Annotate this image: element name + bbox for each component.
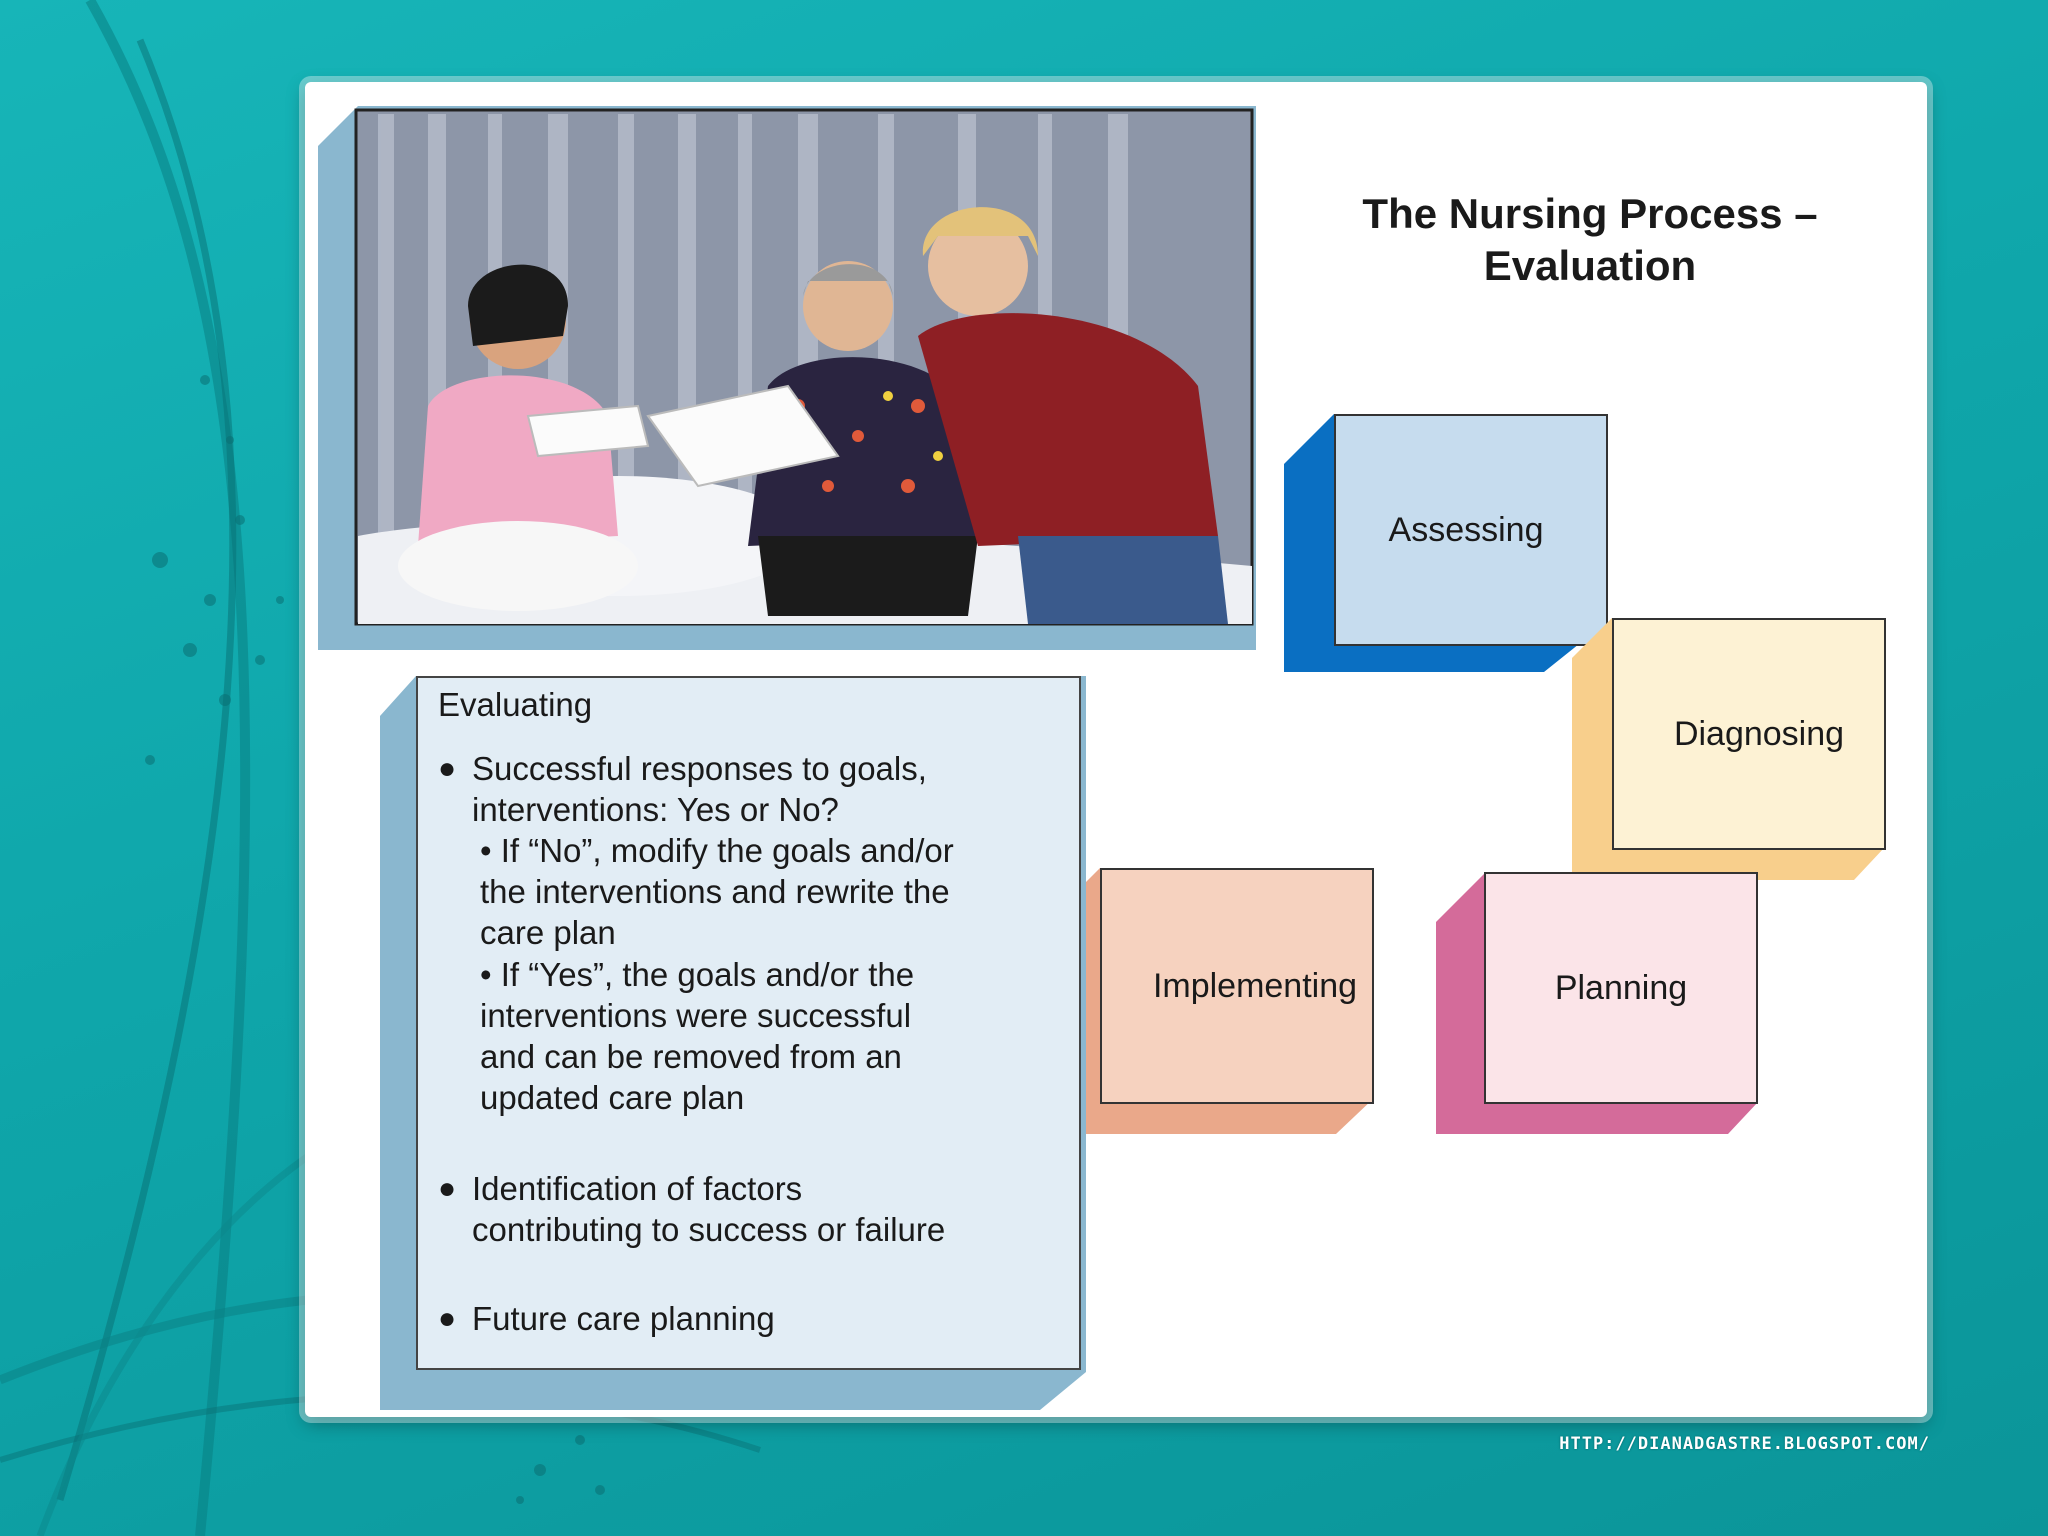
subpoint-line: interventions were successful bbox=[480, 997, 912, 1034]
subpoint-line: updated care plan bbox=[480, 1079, 745, 1116]
bullet-successful-responses bbox=[438, 748, 927, 830]
bullet-line: interventions: Yes or No? bbox=[472, 791, 839, 828]
subpoint-if-yes bbox=[480, 954, 914, 1118]
evaluating-heading: Evaluating bbox=[438, 686, 593, 723]
bullet-dot-icon: ● bbox=[438, 1302, 457, 1335]
bullet-dot-icon: ● bbox=[438, 1172, 457, 1205]
subpoint-line: and can be removed from an bbox=[480, 1038, 902, 1075]
step-implementing bbox=[1100, 868, 1374, 1104]
subpoint-line: care plan bbox=[480, 914, 616, 951]
subpoint-if-no bbox=[480, 830, 954, 953]
bullet-future-care bbox=[438, 1298, 775, 1339]
step-implementing-label: Implementing bbox=[1152, 966, 1358, 1005]
step-diagnosing bbox=[1612, 618, 1886, 850]
bullet-line: Identification of factors bbox=[472, 1170, 803, 1207]
bullet-line: Future care planning bbox=[472, 1300, 775, 1337]
nurse-patient-photo bbox=[318, 106, 1256, 650]
bullet-line: contributing to success or failure bbox=[472, 1211, 946, 1248]
step-planning bbox=[1484, 872, 1758, 1104]
step-diagnosing-label: Diagnosing bbox=[1673, 714, 1845, 753]
title-line-2: Evaluation bbox=[1483, 242, 1697, 289]
page-title bbox=[1290, 188, 1890, 292]
step-planning-label: Planning bbox=[1554, 968, 1688, 1007]
subpoint-line: • If “No”, modify the goals and/or bbox=[480, 832, 954, 869]
step-assessing-label: Assessing bbox=[1388, 510, 1544, 549]
evaluating-card bbox=[416, 676, 1081, 1370]
bullet-identification-factors bbox=[438, 1168, 945, 1250]
subpoint-line: • If “Yes”, the goals and/or the bbox=[480, 956, 915, 993]
subpoint-line: the interventions and rewrite the bbox=[480, 873, 950, 910]
bullet-line: Successful responses to goals, bbox=[472, 750, 927, 787]
source-credit: HTTP://DIANADGASTRE.BLOGSPOT.COM/ bbox=[1559, 1434, 1930, 1454]
title-line-1: The Nursing Process – bbox=[1362, 190, 1818, 237]
bullet-dot-icon: ● bbox=[438, 752, 457, 785]
step-assessing bbox=[1334, 414, 1608, 646]
